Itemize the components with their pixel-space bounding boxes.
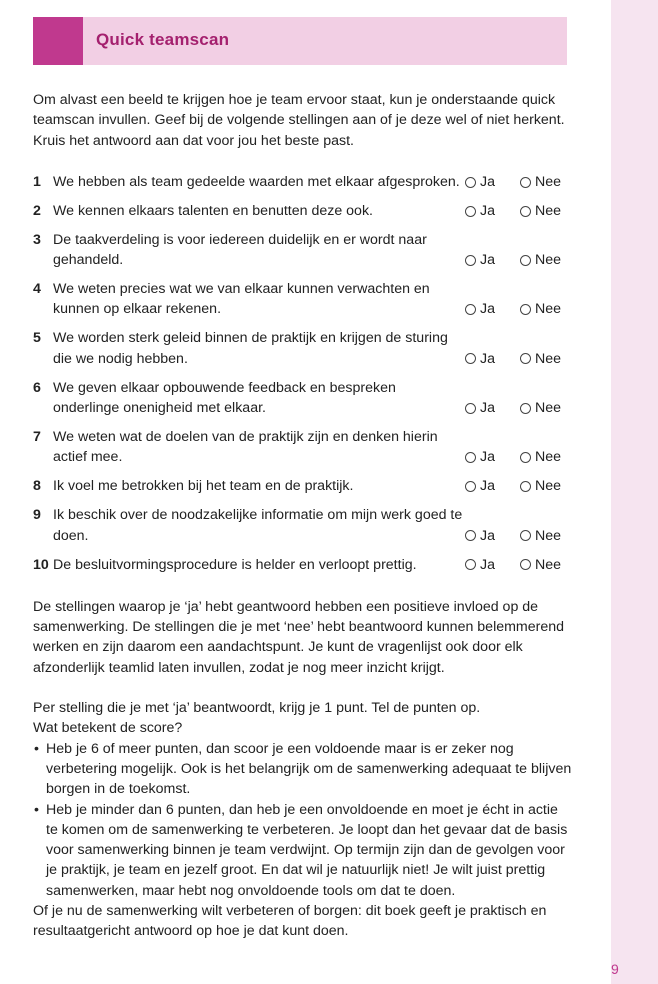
statement-text: We worden sterk geleid binnen de praktijk en krijgen de sturing die we nodig hebben. (53, 330, 448, 367)
answer-options (465, 398, 561, 418)
score-bullet-list (33, 739, 573, 901)
statement-list (33, 172, 573, 575)
section-title: Quick teamscan (96, 30, 230, 49)
statement-number: 4 (33, 281, 41, 298)
option-ja-label: Ja (480, 173, 495, 190)
answer-options (465, 555, 561, 575)
statement-number: 5 (33, 330, 41, 347)
header-accent (33, 17, 83, 65)
option-nee[interactable] (520, 555, 561, 575)
statement-row (33, 328, 573, 369)
option-ja-label: Ja (480, 350, 495, 367)
radio-circle-icon[interactable] (520, 304, 531, 315)
radio-circle-icon[interactable] (465, 255, 476, 266)
answer-options (465, 447, 561, 467)
page-content (33, 90, 573, 942)
radio-circle-icon[interactable] (465, 452, 476, 463)
option-ja[interactable] (465, 555, 520, 575)
option-ja[interactable] (465, 299, 520, 319)
radio-circle-icon[interactable] (520, 481, 531, 492)
statement-row (33, 230, 573, 271)
radio-circle-icon[interactable] (465, 177, 476, 188)
side-strip (611, 0, 658, 984)
score-bullet-item: • Heb je 6 of meer punten, dan scoor je een voldoende maar is er zeker nog verbetering mogelijk. Ook is het belangrijk om de samenwerking adequaat te blijven borgen in de toekomst. (33, 739, 573, 800)
option-ja-label: Ja (480, 252, 495, 269)
statement-text: We weten wat de doelen van de praktijk zijn en denken hierin actief mee. (53, 428, 438, 466)
option-ja[interactable] (465, 476, 520, 496)
statement-row (33, 279, 573, 320)
statement-number: 1 (33, 173, 41, 190)
statement-number: 6 (33, 379, 41, 396)
statement-row (33, 201, 573, 221)
statement-number: 10 (33, 556, 49, 573)
statement-text: De besluitvormingsprocedure is helder en verloopt prettig. (53, 556, 417, 573)
option-nee-label: Nee (535, 478, 562, 495)
option-ja-label: Ja (480, 478, 495, 495)
option-nee-label: Nee (535, 449, 562, 466)
statement-text: We weten precies wat we van elkaar kunnen verwachten en kunnen op elkaar rekenen. (53, 281, 430, 318)
answer-options (465, 201, 561, 221)
radio-circle-icon[interactable] (465, 206, 476, 217)
radio-circle-icon[interactable] (465, 353, 476, 364)
statement-row (33, 505, 573, 546)
answer-options (465, 250, 561, 270)
option-nee-label: Nee (535, 173, 562, 190)
statement-number: 3 (33, 231, 41, 248)
radio-circle-icon[interactable] (520, 206, 531, 217)
radio-circle-icon[interactable] (465, 403, 476, 414)
option-nee-label: Nee (535, 202, 562, 219)
statement-row (33, 427, 573, 468)
statement-text: De taakverdeling is voor iedereen duidelijk en er wordt naar gehandeld. (53, 231, 427, 269)
statement-row (33, 378, 573, 419)
intro-paragraph: Om alvast een beeld te krijgen hoe je team ervoor staat, kun je onderstaande quick teamscan invullen. Geef bij de volgende stellingen aan of je deze wel of niet herkent. Kruis het antwoord aan dat voor jou het beste past. (33, 92, 565, 149)
statement-text: We geven elkaar opbouwende feedback en bespreken onderlinge onenigheid met elkaar. (53, 379, 396, 416)
section-header (33, 17, 567, 65)
statement-row (33, 555, 573, 575)
explanation-paragraph: De stellingen waarop je ‘ja’ hebt geantwoord hebben een positieve invloed op de samenwerking. De stellingen die je met ‘nee’ hebt beantwoord kunnen belemmerend werken en zijn daarom een aandachtspunt. Je kunt de vragenlijst ook door elk afzonderlijk teamlid laten invullen, zodat je nog meer inzicht krijgt. (33, 598, 565, 676)
radio-circle-icon[interactable] (520, 403, 531, 414)
radio-circle-icon[interactable] (520, 353, 531, 364)
answer-options (465, 172, 561, 192)
option-ja-label: Ja (480, 449, 495, 466)
statement-number: 8 (33, 478, 41, 495)
option-nee[interactable] (520, 476, 561, 496)
radio-circle-icon[interactable] (520, 177, 531, 188)
option-ja[interactable] (465, 201, 520, 221)
statement-row (33, 476, 573, 496)
statement-row (33, 172, 573, 192)
radio-circle-icon[interactable] (520, 559, 531, 570)
option-ja-label: Ja (480, 400, 495, 416)
statement-text: Ik beschik over de noodzakelijke informatie om mijn werk goed te doen. (53, 507, 463, 544)
option-nee[interactable] (520, 447, 561, 467)
option-nee-label: Nee (535, 301, 562, 318)
answer-options (465, 349, 561, 369)
radio-circle-icon[interactable] (520, 255, 531, 266)
option-ja-label: Ja (480, 527, 495, 544)
statement-number: 9 (33, 507, 41, 524)
statement-number: 2 (33, 202, 41, 219)
option-ja[interactable] (465, 447, 520, 467)
radio-circle-icon[interactable] (465, 481, 476, 492)
option-nee[interactable] (520, 172, 561, 192)
radio-circle-icon[interactable] (520, 452, 531, 463)
radio-circle-icon[interactable] (465, 530, 476, 541)
option-ja[interactable] (465, 526, 520, 546)
radio-circle-icon[interactable] (520, 530, 531, 541)
answer-options (465, 299, 561, 319)
option-ja-label: Ja (480, 202, 495, 219)
statement-text: Ik voel me betrokken bij het team en de praktijk. (53, 478, 354, 495)
option-ja-label: Ja (480, 301, 495, 318)
page-number: 9 (611, 961, 619, 977)
option-ja[interactable] (465, 398, 520, 418)
statement-text: We kennen elkaars talenten en benutten deze ook. (53, 202, 373, 219)
option-nee[interactable] (520, 299, 561, 319)
score-bullet-item: • Heb je minder dan 6 punten, dan heb je een onvoldoende en moet je écht in actie te komen om de samenwerking te verbeteren. Je loopt dan het gevaar dat de basis voor samenwerking binnen je team verdwijnt. Op termijn zijn dan de gevolgen voor je praktijk, je team en jezelf groot. En dat wil je natuurlijk niet! Je wilt juist prettig samenwerken, maar hebt nog onvoldoende tools om dat te doen. (33, 800, 573, 901)
closing-paragraph: Of je nu de samenwerking wilt verbeteren of borgen: dit boek geeft je praktisch en resultaatgericht antwoord op hoe je dat kunt doen. (33, 902, 547, 940)
option-ja[interactable] (465, 349, 520, 369)
option-nee-label: Nee (535, 400, 562, 416)
option-ja[interactable] (465, 250, 520, 270)
option-ja-label: Ja (480, 556, 495, 573)
radio-circle-icon[interactable] (465, 304, 476, 315)
option-ja[interactable] (465, 172, 520, 192)
scoring-line-2: Wat betekent de score? (33, 720, 183, 737)
radio-circle-icon[interactable] (465, 559, 476, 570)
statement-number: 7 (33, 428, 41, 445)
option-nee[interactable] (520, 250, 561, 270)
option-nee-label: Nee (535, 556, 562, 573)
option-nee[interactable] (520, 201, 561, 221)
option-nee-label: Nee (535, 252, 562, 269)
option-nee-label: Nee (535, 527, 562, 544)
option-nee-label: Nee (535, 350, 562, 367)
answer-options (465, 526, 561, 546)
scoring-line-1: Per stelling die je met ‘ja’ beantwoordt, krijg je 1 punt. Tel de punten op. (33, 700, 481, 717)
answer-options (465, 476, 561, 496)
option-nee[interactable] (520, 398, 561, 418)
statement-text: We hebben als team gedeelde waarden met elkaar afgesproken. (53, 173, 460, 190)
option-nee[interactable] (520, 526, 561, 546)
option-nee[interactable] (520, 349, 561, 369)
